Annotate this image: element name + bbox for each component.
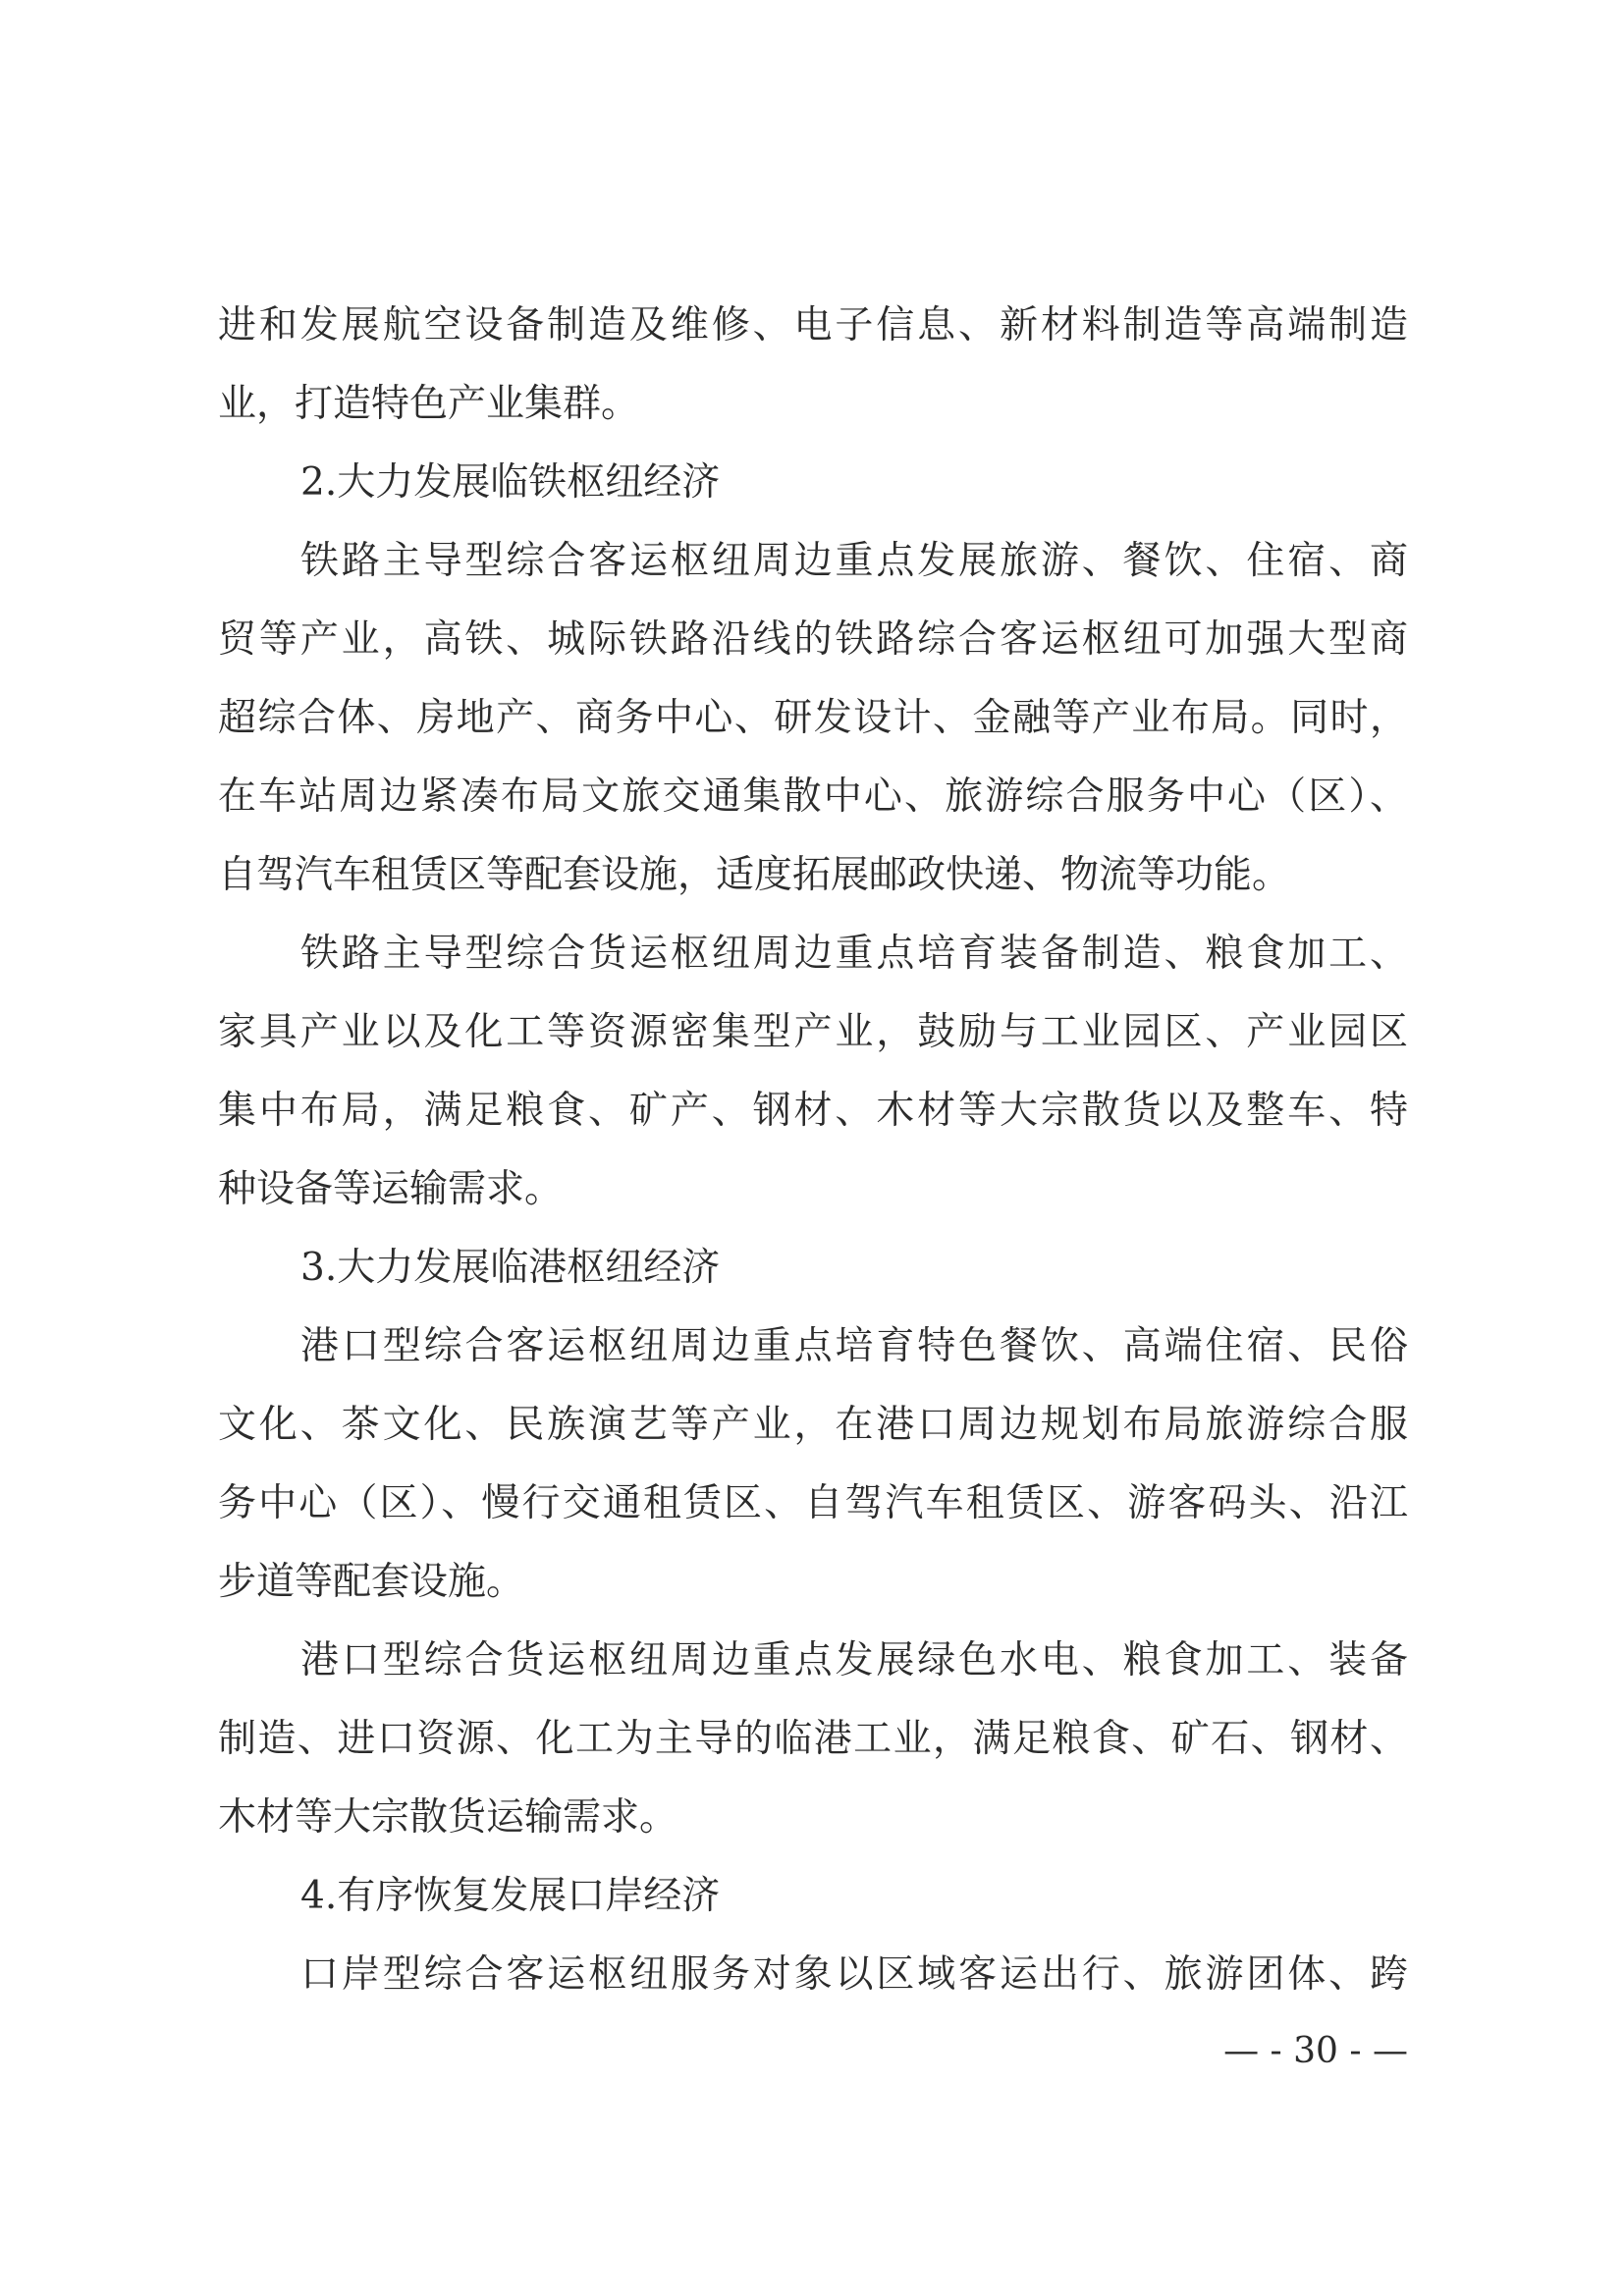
text-line: 业，打造特色产业集群。 [218, 382, 640, 426]
text-line: 自驾汽车租赁区等配套设施，适度拓展邮政快递、物流等功能。 [218, 853, 1291, 897]
text-line: 种设备等运输需求。 [218, 1167, 564, 1211]
page-number: — - 30 - — [1223, 2031, 1408, 2071]
text-line: 进和发展航空设备制造及维修、电子信息、新材料制造等高端制造 [218, 303, 1408, 347]
section-heading: 3.大力发展临港枢纽经济 [300, 1246, 721, 1290]
text-line: 集中布局，满足粮食、矿产、钢材、木材等大宗散货以及整车、特 [218, 1089, 1408, 1133]
body-text [218, 287, 1408, 2014]
section-heading: 4.有序恢复发展口岸经济 [300, 1874, 721, 1918]
text-line: 铁路主导型综合货运枢纽周边重点培育装备制造、粮食加工、 [300, 932, 1408, 976]
text-line: 港口型综合客运枢纽周边重点培育特色餐饮、高端住宿、民俗 [300, 1324, 1408, 1368]
text-line: 港口型综合货运枢纽周边重点发展绿色水电、粮食加工、装备 [300, 1638, 1408, 1682]
text-line: 贸等产业，高铁、城际铁路沿线的铁路综合客运枢纽可加强大型商 [218, 617, 1408, 662]
text-line: 家具产业以及化工等资源密集型产业，鼓励与工业园区、产业园区 [218, 1010, 1408, 1054]
text-line: 木材等大宗散货运输需求。 [218, 1795, 678, 1840]
text-line: 超综合体、房地产、商务中心、研发设计、金融等产业布局。同时， [218, 696, 1408, 740]
text-line: 铁路主导型综合客运枢纽周边重点发展旅游、餐饮、住宿、商 [300, 539, 1408, 583]
text-line: 文化、茶文化、民族演艺等产业，在港口周边规划布局旅游综合服 [218, 1403, 1408, 1447]
text-line: 口岸型综合客运枢纽服务对象以区域客运出行、旅游团体、跨 [300, 1952, 1408, 1997]
text-line: 步道等配套设施。 [218, 1560, 525, 1604]
text-line: 制造、进口资源、化工为主导的临港工业，满足粮食、矿石、钢材、 [218, 1717, 1408, 1761]
text-line: 务中心（区）、慢行交通租赁区、自驾汽车租赁区、游客码头、沿江 [218, 1481, 1408, 1525]
text-line: 在车站周边紧凑布局文旅交通集散中心、旅游综合服务中心（区）、 [218, 774, 1408, 819]
section-heading: 2.大力发展临铁枢纽经济 [300, 460, 721, 505]
